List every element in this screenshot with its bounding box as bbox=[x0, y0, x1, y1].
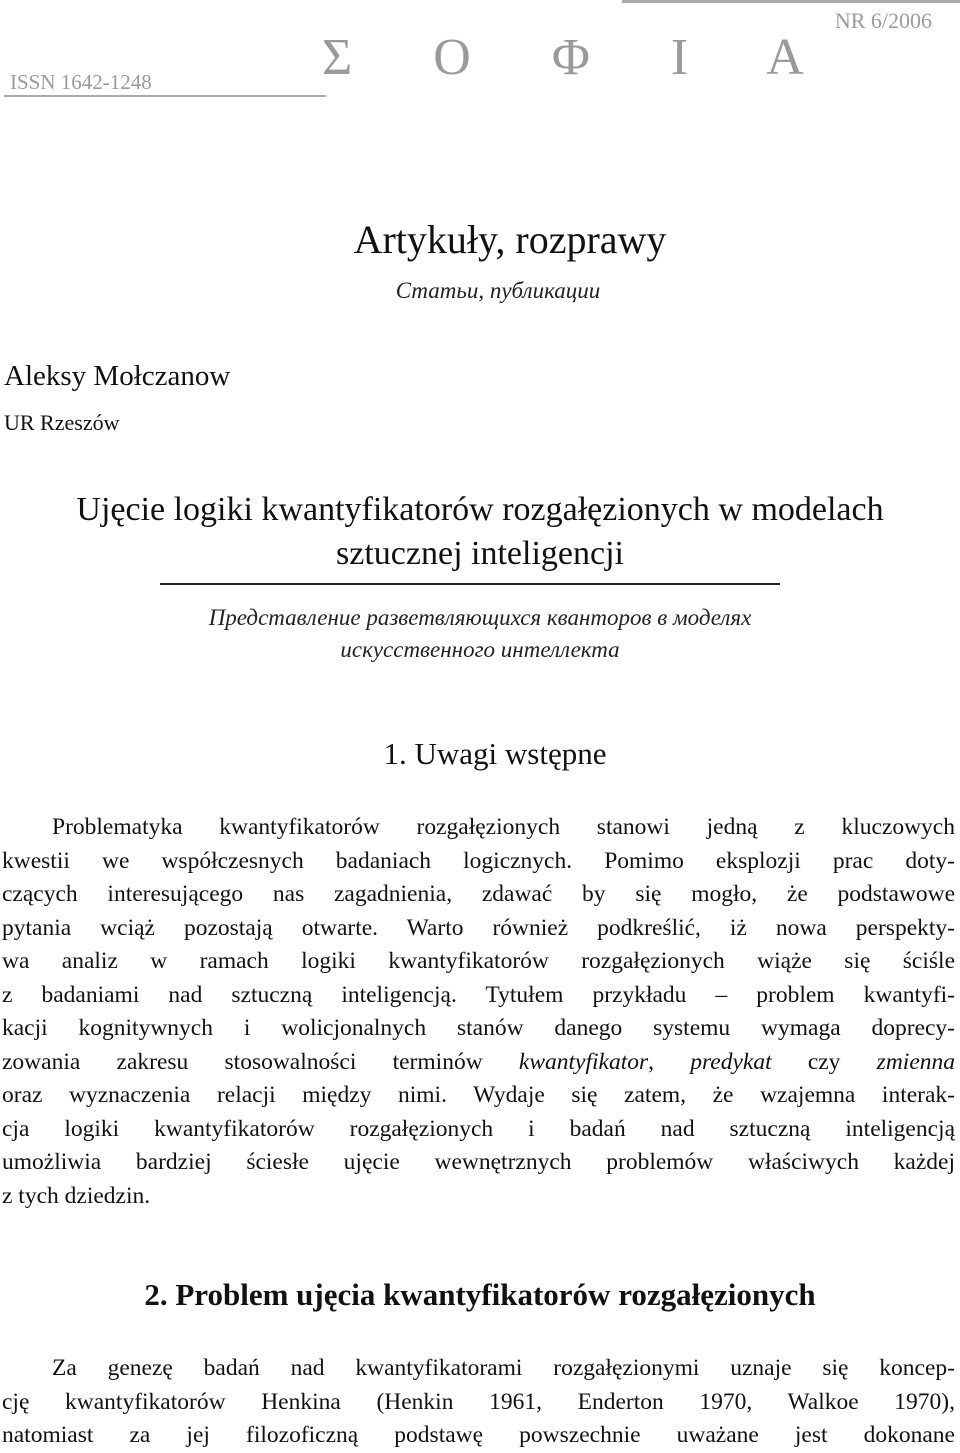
issue-number: NR 6/2006 bbox=[834, 8, 932, 33]
paragraph-line: z badaniami nad sztuczną inteligencją. Tytułem przykładu – problem kwantyfi- bbox=[2, 981, 955, 1008]
paragraph-line: umożliwia bardziej ściesłe ujęcie wewnętrznych problemów właściwych każdej bbox=[2, 1149, 955, 1175]
paragraph-line: oraz wyznaczenia relacji między nimi. Wydaje się zatem, że wzajemna interak- bbox=[2, 1082, 955, 1108]
term-italic: zmienna bbox=[876, 1048, 955, 1075]
paragraph-line: Za genezę badań nad kwantyfikatorami rozgałęzionymi uznaje się koncep- bbox=[52, 1355, 955, 1381]
paragraph-line: czących interesującego nas zagadnienia, zdawać by się mogło, że podstawowe bbox=[2, 881, 955, 907]
paragraph-line bbox=[2, 1046, 955, 1080]
article-title-russian bbox=[0, 602, 960, 666]
article-title-line: Ujęcie logiki kwantyfikatorów rozgałęzionych w modelach bbox=[76, 491, 884, 528]
paragraph-line: wa analiz w ramach logiki kwantyfikatorów rozgałęzionych wiąże się ściśle bbox=[2, 948, 955, 974]
section-2-heading: 2. Problem ujęcia kwantyfikatorów rozgałęzionych bbox=[144, 1277, 816, 1312]
author-name: Aleksy Mołczanow bbox=[4, 360, 231, 392]
paragraph-line: kacji kognitywnych i wolicjonalnych stanów danego systemu wymaga doprecy- bbox=[2, 1015, 955, 1041]
line-text: , bbox=[648, 1048, 691, 1075]
paragraph-line: Problematyka kwantyfikatorów rozgałęzionych stanowi jedną z kluczowych bbox=[52, 814, 955, 840]
title-divider bbox=[160, 583, 780, 585]
russian-title-line: искусственного интеллекта bbox=[340, 637, 620, 662]
paragraph-line: cję kwantyfikatorów Henkina (Henkin 1961, Enderton 1970, Walkoe 1970), bbox=[2, 1388, 955, 1415]
section-2-paragraph bbox=[2, 1352, 955, 1453]
paragraph-line: pytania wciąż pozostają otwarte. Warto również podkreślić, iż nowa perspekty- bbox=[2, 914, 955, 941]
journal-title: Σ Ο Φ Ι Α bbox=[322, 29, 838, 86]
article-title bbox=[0, 488, 960, 576]
author-affiliation: UR Rzeszów bbox=[4, 410, 120, 435]
term-italic: kwantyfikator bbox=[518, 1048, 649, 1075]
section-1-heading: 1. Uwagi wstępne bbox=[383, 736, 607, 771]
top-rule bbox=[622, 0, 960, 3]
line-text: zowania zakresu stosowalności terminów bbox=[2, 1048, 519, 1075]
paragraph-line: cja logiki kwantyfikatorów rozgałęzionych i badań nad sztuczną inteligencją bbox=[2, 1115, 955, 1142]
issn-underline bbox=[4, 95, 326, 97]
article-title-line: sztucznej inteligencji bbox=[336, 535, 624, 572]
issn-label: ISSN 1642-1248 bbox=[10, 70, 152, 94]
paragraph-line: z tych dziedzin. bbox=[2, 1182, 151, 1209]
paragraph-line: kwestii we współczesnych badaniach logicznych. Pomimo eksplozji prac doty- bbox=[2, 847, 955, 874]
paragraph-line: natomiast za jej filozoficzną podstawę powszechnie uważane jest dokonane bbox=[2, 1422, 955, 1448]
term-italic: predykat bbox=[690, 1048, 772, 1075]
section-subheading: Статьи, публикации bbox=[395, 278, 601, 303]
section-heading: Artykuły, rozprawy bbox=[353, 217, 667, 262]
section-1-paragraph bbox=[2, 811, 955, 1213]
line-text: czy bbox=[771, 1048, 877, 1075]
russian-title-line: Представление разветвляющихся кванторов в моделях bbox=[208, 605, 752, 630]
